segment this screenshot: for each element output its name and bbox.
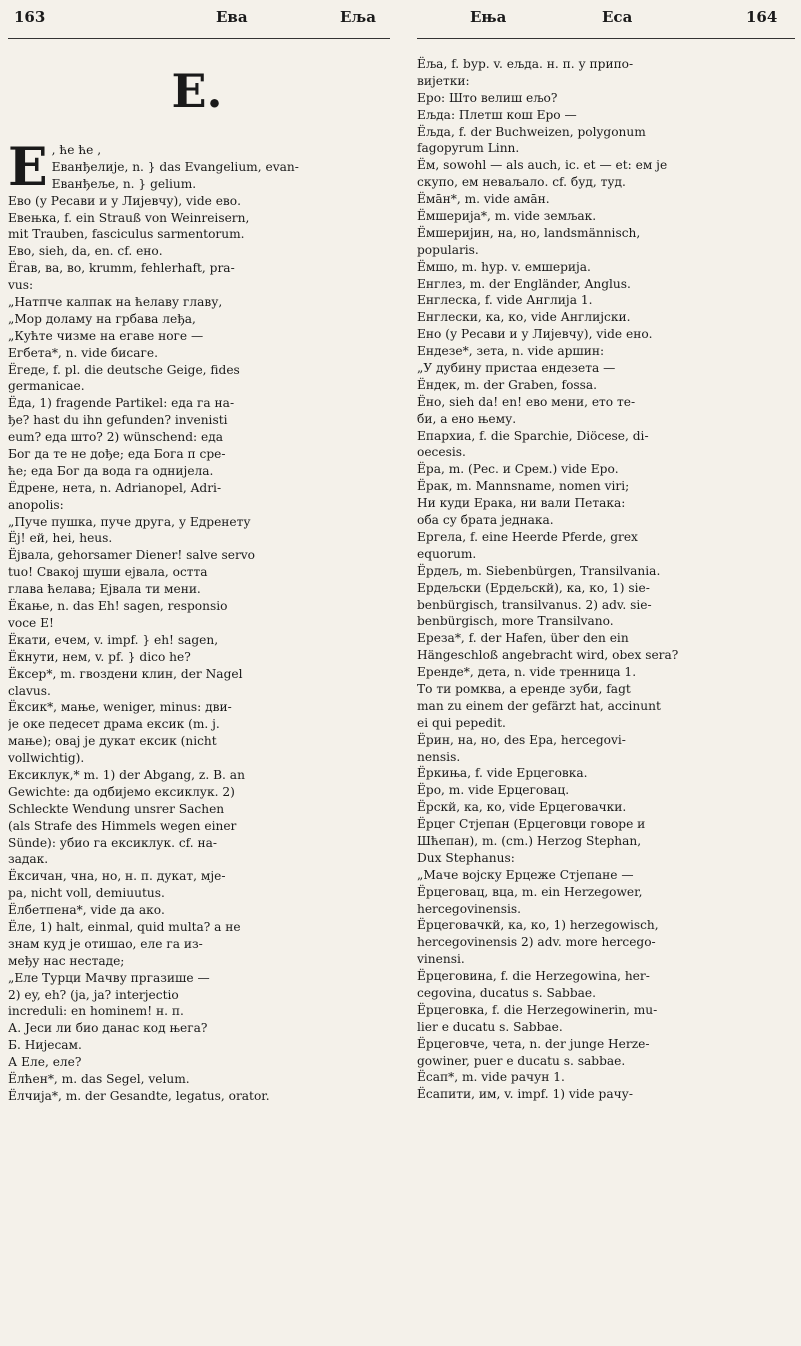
entry-line: Ёсапити, им, v. impf. 1) vide рачу-: [417, 1087, 633, 1102]
entry-line: Ёрак, m. Mannsname, nomen viri;: [417, 479, 630, 494]
entry-line: Ёрдељ, m. Siebenbürgen, Transilvania.: [417, 563, 661, 578]
entry-line: Ёрцеговачкй, ка, ко, 1) herzegowisch,: [417, 918, 659, 933]
entry-line: Ёмшеријин, на, но, landsmännisch,: [417, 225, 641, 240]
entry-line: Ендезе*, зета, n. vide аршин:: [417, 344, 605, 359]
entry-line: germanicae.: [8, 379, 85, 394]
entry-line: Ево, sieh, da, en. cf. ено.: [8, 244, 163, 259]
entry-line: Ёксичан, чна, но, н. п. дукат, мје-: [8, 869, 226, 884]
entry-line: ђе? hast du ihn gefunden? invenisti: [8, 413, 228, 428]
entry-line: међу нас нестаде;: [8, 953, 125, 968]
entry-line: mit Trauben, fasciculus sarmentorum.: [8, 227, 245, 242]
entry-line: Ёљда, f. der Buchweizen, polygonum: [417, 124, 646, 139]
guide-word-right-1: Ења: [470, 8, 507, 26]
entry-line: Schleckte Wendung unsrer Sachen: [8, 801, 225, 816]
entry-line: Ёрин, на, но, des Еpa, hercegovi-: [417, 732, 626, 747]
entry-line: Егбета*, n. vide бисаге.: [8, 345, 158, 360]
entry-line: „Маче војску Ерцеже Стјепане —: [417, 867, 634, 882]
entry-line: cegovina, ducatus s. Sabbae.: [417, 985, 597, 1000]
entry-line: Ердељски (Ердељскй), ка, ко, 1) sie-: [417, 580, 650, 595]
entry-line: знам куд је отишао, еле га из-: [8, 936, 203, 951]
entry-line: Б. Нијесам.: [8, 1038, 82, 1053]
entry-line: Ёрцеговка, f. die Herzegowinerin, mu-: [417, 1002, 658, 1017]
entry-line: ра, nicht voll, demiuutus.: [8, 886, 165, 901]
entry-line: Ёља, f. bур. v. ељда. н. п. у припо-: [417, 57, 634, 71]
entry-line: Евењка, f. ein Strauß von Weinreisern,: [8, 210, 250, 225]
entry-line: oecesis.: [417, 445, 466, 460]
entry-line: Ёлбетпена*, vide да ако.: [8, 903, 165, 918]
entry-line: Ёмāн*, m. vide амāн.: [417, 192, 550, 207]
entry-line: је оке педесет драма ексик (m. j.: [8, 717, 220, 732]
entry-line: lier e ducatu s. Sabbae.: [417, 1019, 563, 1034]
entry-line: hercegovinensis.: [417, 901, 522, 916]
page-header: [0, 0, 801, 44]
entry-line: nensis.: [417, 749, 461, 764]
entry-line: Еренде*, дета, n. vide тренница 1.: [417, 665, 637, 680]
entry-line: „Кућте чизме на егаве ноге —: [8, 328, 204, 343]
entry-line: глава ћелава; Ејвала ти мени.: [8, 582, 201, 597]
entry-line: hercegovinensis 2) adv. more hercego-: [417, 935, 656, 950]
entry-line: вијетки:: [417, 73, 470, 88]
entry-line: vollwichtig).: [8, 751, 85, 766]
entry-line: би, а ено њему.: [417, 411, 517, 426]
entry-line: Бог да те не дође; еда Бога п сре-: [8, 447, 226, 462]
entry-line: gowiner, puer e ducatu s. sabbae.: [417, 1053, 626, 1068]
entry-line: Ёро, m. vide Ерцеговац.: [417, 783, 570, 798]
entry-line: Ёгав, ва, во, krumm, fehlerhaft, pra-: [8, 261, 235, 276]
entry-line: Еванђеље, n. } gelium.: [51, 176, 197, 191]
entry-line: Ёјвала, gehorsamer Diener! salve servo: [8, 548, 256, 563]
entry-line: benbürgisch, transilvanus. 2) adv. sie-: [417, 597, 652, 612]
page-number-right: 164: [746, 8, 778, 26]
entry-line: Ёндек, m. der Graben, fossa.: [417, 377, 598, 392]
entry-line: Ено (у Ресави и у Лијевчу), vide ено.: [417, 327, 653, 342]
entry-line: мање); овај је дукат ексик (nicht: [8, 734, 217, 749]
entry-line: (als Strafe des Himmels wegen einer: [8, 818, 237, 833]
entry-line: fagopyrum Linn.: [417, 141, 520, 156]
entry-line: „У дубину пристаа ендезета —: [417, 361, 616, 376]
entry-line: incredulі: en hominem! н. п.: [8, 1004, 184, 1019]
entry-line: Ёмшерија*, m. vide земљак.: [417, 209, 597, 224]
entry-line: Еро: Што велиш ељо?: [417, 90, 558, 105]
entry-line: anopolis:: [8, 497, 64, 512]
entry-line: Ево (у Ресави и у Лијевчу), vide ево.: [8, 193, 242, 208]
right-entries: [417, 56, 795, 1103]
entry-line: А. Јеси ли био данас код њега?: [8, 1021, 208, 1036]
entry-line: Ёно, sieh da! en! ево мени, ето те-: [417, 394, 636, 409]
entry-line: Енглеска, f. vide Англија 1.: [417, 293, 593, 308]
entry-line: Ељда: Плетш кош Еро —: [417, 107, 577, 122]
entry-line: „Мор доламу на грбава леђа,: [8, 311, 196, 326]
entry-line: Ёда, 1) fragende Partikel: еда га на-: [8, 396, 235, 411]
section-letter: Е.: [171, 64, 223, 118]
right-column: [417, 56, 795, 1103]
entry-line: Ёкати, ечем, v. impf. } eh! sagen,: [8, 632, 219, 647]
entry-line: оба су брата једнака.: [417, 513, 554, 528]
entry-line: А Еле, еле?: [8, 1055, 82, 1070]
entry-line: Ёксер*, m. гвоздени клин, der Nagel: [8, 666, 243, 681]
header-rule-right: [417, 38, 795, 39]
entry-line: Ём, sowohl — als auch, ic. et — et: ем је: [417, 158, 668, 173]
entry-line: Ёра, m. (Рес. и Срем.) vide Еро.: [417, 462, 619, 477]
entry-line: tuo! Свакој шуши ејвала, остта: [8, 565, 208, 580]
entry-line: Ёсап*, m. vide рачун 1.: [417, 1070, 565, 1085]
entry-line: Епархиа, f. die Sparchie, Diöcese, di-: [417, 428, 649, 443]
guide-word-left-2: Еља: [340, 8, 376, 26]
header-rule-left: [8, 38, 390, 39]
entry-line: Ёј! ей, hei, heus.: [8, 531, 113, 546]
entry-line: Еванђелије, n. } das Evangelium, evan-: [51, 159, 299, 174]
entry-line: eum? еда што? 2) wünschend: еда: [8, 430, 223, 445]
left-column: [8, 56, 386, 1105]
entry-line: ће; еда Бог да вода га однијела.: [8, 463, 214, 478]
entry-line: vus:: [8, 278, 34, 293]
entry-line: Ёркиња, f. vide Ерцеговка.: [417, 766, 588, 781]
entry-line: Gewichte: да одбијемо ексиклук. 2): [8, 784, 235, 799]
entry-line: Ёрцеговина, f. die Herzegowina, her-: [417, 969, 650, 984]
entry-line: Ергела, f. eine Heerde Pferde, grex: [417, 529, 638, 544]
entry-line: Ёкнути, нем, v. pf. } dico he?: [8, 649, 191, 664]
entry-line: voce Е!: [8, 615, 54, 630]
entry-line: popularis.: [417, 242, 479, 257]
entry-line: Ёлћен*, m. das Segel, velum.: [8, 1071, 190, 1086]
entry-line: „Натпче калпак на ћелаву главу,: [8, 295, 223, 310]
entry-line: man zu einem der gefärzt hat, accinunt: [417, 698, 661, 713]
entry-line: Енглески, ка, ко, vide Англиjски.: [417, 310, 631, 325]
entry-line: Ёксик*, мање, weniger, minus: дви-: [8, 700, 232, 715]
entry-line: Ёле, 1) halt, einmal, quid multa? а не: [8, 919, 241, 934]
entry-line: ei qui pepedit.: [417, 715, 506, 730]
entry-line: Ёрцеговац, вца, m. ein Herzegower,: [417, 884, 643, 899]
entry-line: Ёрцег Стјепан (Ерцеговци говоре и: [417, 817, 646, 832]
entry-line: equorum.: [417, 546, 477, 561]
entry-line: benbürgisch, more Transilvano.: [417, 614, 614, 629]
entry-line: Ексиклук,* m. 1) der Abgang, z. B. an: [8, 767, 245, 782]
entry-line: Ёрскй, ка, ко, vide Ерцеговачки.: [417, 800, 627, 815]
entry-line: Dux Stephanus:: [417, 850, 515, 865]
entry-line: „Пуче пушка, пуче друга, у Едренету: [8, 514, 251, 529]
entry-line: Hängeschloß angebracht wird, obex sera?: [417, 648, 679, 663]
entry-line: скупо, ем неваљало. cf. буд, туд.: [417, 175, 626, 190]
guide-word-left-1: Ева: [216, 8, 248, 26]
entry-line: vinensi.: [417, 952, 465, 967]
entry-line: Енглез, m. der Engländer, Anglus.: [417, 276, 631, 291]
entry-line: Sünde): убио га ексиклук. cf. на-: [8, 835, 217, 850]
guide-word-right-2: Еса: [602, 8, 633, 26]
entry-text: , ће ће ,: [51, 143, 102, 157]
left-entries: [8, 137, 386, 1105]
entry-line: Ёрцеговче, чета, n. der junge Herze-: [417, 1036, 650, 1051]
entry-line: 2) ey, eh? (ja, ja? interjectio: [8, 987, 179, 1002]
entry-line: „Еле Турци Мачву пргазише —: [8, 970, 210, 985]
entry-line: Ёлчија*, m. der Gesandte, legatus, orator.: [8, 1088, 270, 1103]
drop-cap: Е: [8, 137, 48, 198]
entry-line: задак.: [8, 852, 49, 867]
entry-line: Ни куди Ерака, ни вали Петака:: [417, 496, 626, 511]
entry-line: clavus.: [8, 683, 51, 698]
entry-line: Ёкање, n. das Eh! sagen, responsio: [8, 599, 228, 614]
entry-line: Ёмшо, m. hур. v. емшерија.: [417, 259, 591, 274]
entry-line: Ёгеде, f. pl. die deutsche Geige, fides: [8, 362, 240, 377]
entry-line: То ти ромква, а еренде зуби, fagt: [417, 681, 631, 696]
entry-line: Ёдрене, нета, n. Adrianopel, Adri-: [8, 480, 222, 495]
entry-line: Ереза*, f. der Hafen, über den ein: [417, 631, 629, 646]
entry-line: Шћепан), m. (cm.) Herzog Stephan,: [417, 833, 642, 848]
page-number-left: 163: [14, 8, 46, 26]
